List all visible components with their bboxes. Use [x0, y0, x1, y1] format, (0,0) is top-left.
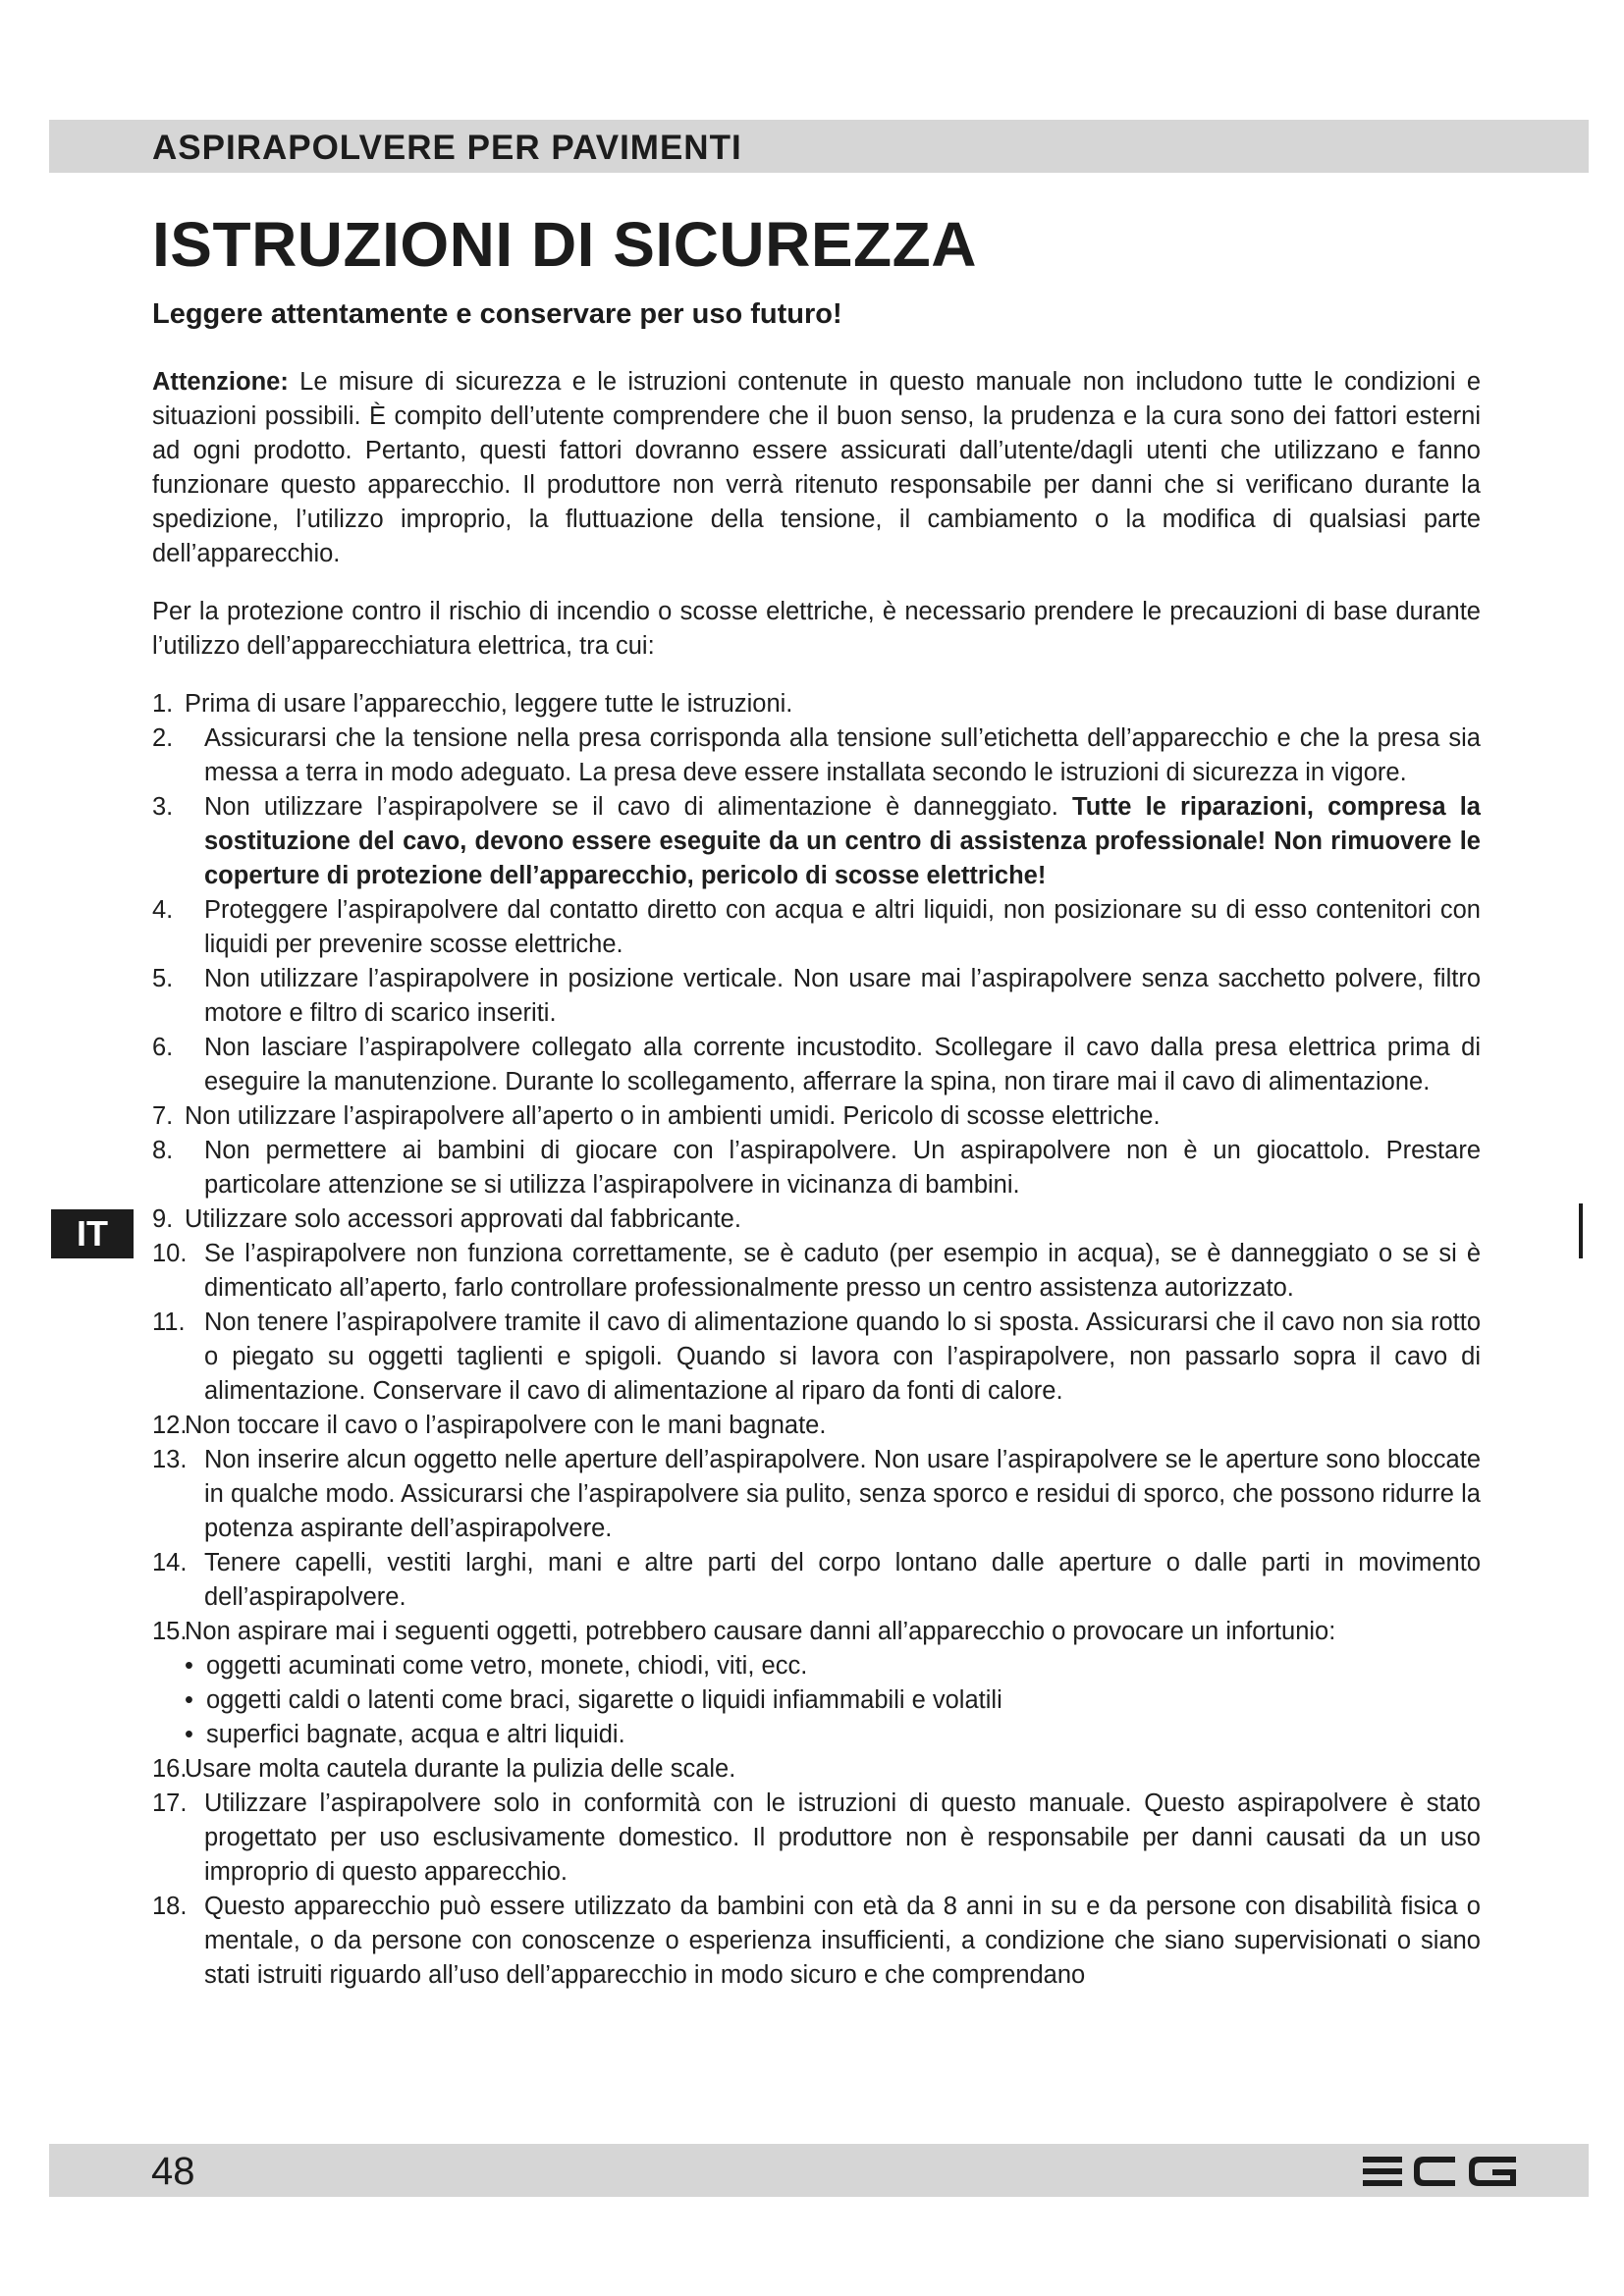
list-item — [152, 1202, 1481, 1237]
list-item — [152, 1237, 1481, 1306]
ecg-logo — [1361, 2154, 1520, 2189]
intro-label: Attenzione: — [152, 368, 289, 396]
list-item — [152, 1890, 1481, 1993]
list-item-text: Utilizzare solo accessori approvati dal fabbricante. — [185, 1205, 741, 1233]
list-item-number: 5. — [152, 965, 174, 992]
list-item-text: Non permettere ai bambini di giocare con l’aspirapolvere. Un aspirapolvere non è un giocattolo. Prestare particolare attenzione se si utilizza l’aspirapolvere in vicinanza di bambini. — [204, 1137, 1481, 1199]
list-item-number: 17. — [152, 1789, 188, 1817]
list-item-number: 18. — [152, 1893, 188, 1920]
list-item-number: 11. — [152, 1308, 186, 1336]
footer-band — [49, 2144, 1589, 2197]
bullet-item: • oggetti caldi o latenti come braci, sigarette o liquidi infiammabili e volatili — [185, 1683, 1481, 1718]
list-item-text: Non toccare il cavo o l’aspirapolvere con le mani bagnate. — [185, 1412, 827, 1439]
list-item-number: 15. — [152, 1618, 188, 1645]
list-item-text: Non utilizzare l’aspirapolvere se il cavo di alimentazione è danneggiato. — [204, 793, 1058, 821]
list-item — [152, 893, 1481, 962]
list-item-number: 14. — [152, 1549, 188, 1576]
content-body — [152, 365, 1481, 1993]
list-item-number: 13. — [152, 1446, 188, 1473]
list-item — [152, 1752, 1481, 1787]
list-item-number: 10. — [152, 1240, 188, 1267]
list-item-text: Se l’aspirapolvere non funziona correttamente, se è caduto (per esempio in acqua), se è danneggiato o se si è dimenticato all’aperto, farlo controllare professionalmente presso un centro assistenza autorizzato. — [204, 1240, 1481, 1302]
page-title: ISTRUZIONI DI SICUREZZA — [152, 209, 977, 280]
list-item — [152, 1443, 1481, 1546]
bullet-item: • superfici bagnate, acqua e altri liquidi. — [185, 1718, 1481, 1752]
list-item — [152, 1787, 1481, 1890]
list-item-number: 1. — [152, 690, 174, 718]
intro-text: Le misure di sicurezza e le istruzioni contenute in questo manuale non includono tutte le condizioni e situazioni possibili. È compito dell’utente comprendere che il buon senso, la prudenza e la cura sono dei fattori esterni ad ogni prodotto. Pertanto, questi fattori dovranno essere assicurati dall’utente/dagli utenti che utilizzano e fanno funzionare questo apparecchio. Il produttore non verrà ritenuto responsabile per danni che si verificano durante la spedizione, l’utilizzo improprio, la fluttuazione della tensione, il cambiamento o la modifica di qualsiasi parte dell’apparecchio. — [152, 368, 1482, 567]
list-item — [152, 1546, 1481, 1615]
page-edge-marker — [1579, 1203, 1583, 1258]
list-item-text: Utilizzare l’aspirapolvere solo in conformità con le istruzioni di questo manuale. Questo aspirapolvere è stato progettato per uso esclusivamente domestico. Il produttore non è responsabile per danni causati da un uso improprio di questo apparecchio. — [204, 1789, 1481, 1886]
protection-paragraph: Per la protezione contro il rischio di incendio o scosse elettriche, è necessario prendere le precauzioni di base durante l’utilizzo dell’apparecchiatura elettrica, tra cui: — [152, 598, 1481, 660]
list-item-number: 2. — [152, 724, 174, 752]
list-item-number: 6. — [152, 1034, 174, 1061]
list-item — [152, 1134, 1481, 1202]
list-item-text: Non utilizzare l’aspirapolvere all’aperto o in ambienti umidi. Pericolo di scosse elettriche. — [185, 1102, 1161, 1130]
bullet-item: • oggetti acuminati come vetro, monete, chiodi, viti, ecc. — [185, 1649, 1481, 1683]
list-item — [152, 1306, 1481, 1409]
list-item — [152, 1031, 1481, 1099]
list-item-text: Usare molta cautela durante la pulizia delle scale. — [185, 1755, 736, 1783]
language-tab: IT — [51, 1209, 134, 1258]
list-item-warning: Tutte le riparazioni, compresa la sostituzione del cavo, devono essere eseguite da un centro di assistenza professionale! Non rimuovere le coperture di protezione dell’apparecchio, pericolo di scosse elettriche! — [204, 793, 1481, 889]
list-item-number: 3. — [152, 793, 174, 821]
list-item — [152, 1409, 1481, 1443]
list-item-text: Tenere capelli, vestiti larghi, mani e altre parti del corpo lontano dalle aperture o dalle parti in movimento dell’aspirapolvere. — [204, 1549, 1481, 1611]
list-item-number: 12. — [152, 1412, 188, 1439]
list-item — [152, 1099, 1481, 1134]
intro-paragraph — [152, 365, 1481, 571]
list-item-number: 9. — [152, 1205, 174, 1233]
list-item — [152, 1615, 1481, 1752]
header-band — [49, 120, 1589, 173]
list-item-number: 4. — [152, 896, 174, 924]
safety-list — [152, 687, 1481, 1993]
list-item-text: Non inserire alcun oggetto nelle aperture dell’aspirapolvere. Non usare l’aspirapolvere se le aperture sono bloccate in qualche modo. Assicurarsi che l’aspirapolvere sia pulito, senza sporco e residui di sporco, che possono ridurre la potenza aspirante dell’aspirapolvere. — [204, 1446, 1481, 1542]
section-title: ASPIRAPOLVERE PER PAVIMENTI — [152, 129, 742, 167]
list-item-text: Assicurarsi che la tensione nella presa corrisponda alla tensione sull’etichetta dell’apparecchio e che la presa sia messa a terra in modo adeguato. La presa deve essere installata secondo le istruzioni di sicurezza in vigore. — [204, 724, 1481, 786]
bullet-list — [185, 1649, 1481, 1752]
list-item-number: 16. — [152, 1755, 188, 1783]
list-item — [152, 687, 1481, 721]
list-item-text: Prima di usare l’apparecchio, leggere tutte le istruzioni. — [185, 690, 793, 718]
list-item-text: Non tenere l’aspirapolvere tramite il cavo di alimentazione quando lo si sposta. Assicurarsi che il cavo non sia rotto o piegato su oggetti taglienti e spigoli. Quando si lavora con l’aspirapolvere, non passarlo sopra il cavo di alimentazione. Conservare il cavo di alimentazione al riparo da fonti di calore. — [204, 1308, 1481, 1405]
list-item-number: 8. — [152, 1137, 174, 1164]
subtitle: Leggere attentamente e conservare per uso futuro! — [152, 298, 842, 330]
list-item-number: 7. — [152, 1102, 174, 1130]
list-item-text: Non aspirare mai i seguenti oggetti, potrebbero causare danni all’apparecchio o provocare un infortunio: — [185, 1618, 1336, 1645]
page-number: 48 — [151, 2150, 195, 2193]
list-item — [152, 721, 1481, 790]
list-item-text: Proteggere l’aspirapolvere dal contatto diretto con acqua e altri liquidi, non posizionare su di esso contenitori con liquidi per prevenire scosse elettriche. — [204, 896, 1481, 958]
list-item-text: Non lasciare l’aspirapolvere collegato alla corrente incustodito. Scollegare il cavo dalla presa elettrica prima di eseguire la manutenzione. Durante lo scollegamento, afferrare la spina, non tirare mai il cavo di alimentazione. — [204, 1034, 1481, 1095]
list-item — [152, 962, 1481, 1031]
list-item — [152, 790, 1481, 893]
list-item-text: Non utilizzare l’aspirapolvere in posizione verticale. Non usare mai l’aspirapolvere senza sacchetto polvere, filtro motore e filtro di scarico inseriti. — [204, 965, 1481, 1027]
list-item-text: Questo apparecchio può essere utilizzato da bambini con età da 8 anni in su e da persone con disabilità fisica o mentale, o da persone con conoscenze o esperienza insufficienti, a condizione che siano supervisionati o siano stati istruiti riguardo all’uso dell’apparecchio in modo sicuro e che comprendano — [204, 1893, 1481, 1989]
